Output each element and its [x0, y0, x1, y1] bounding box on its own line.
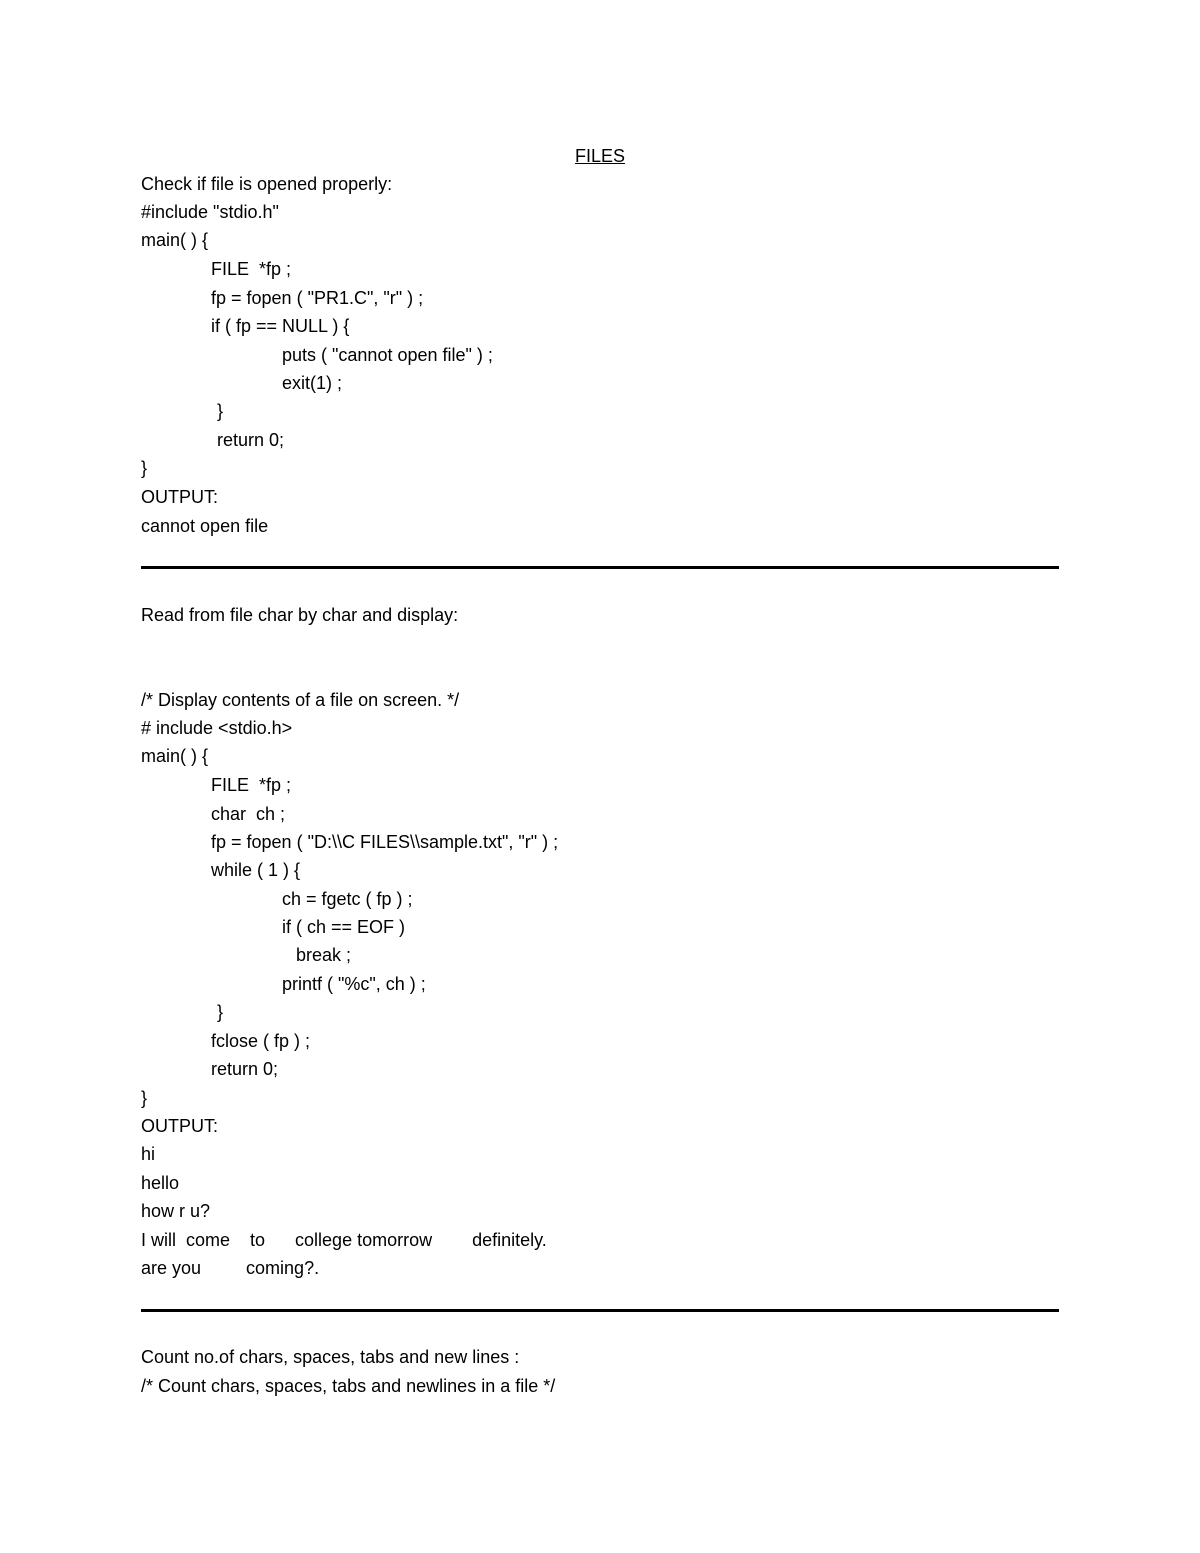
code-line: return 0; [211, 1059, 279, 1079]
code-line: fp = fopen ( "PR1.C", "r" ) ; [211, 288, 424, 308]
code-line: exit(1) ; [282, 373, 343, 393]
output-line: cannot open file [141, 516, 269, 536]
code-line: fp = fopen ( "D:\\C FILES\\sample.txt", "r" ) ; [211, 832, 559, 852]
code-line: FILE *fp ; [211, 775, 292, 795]
code-line: printf ( "%c", ch ) ; [282, 974, 426, 994]
code-line: FILE *fp ; [211, 259, 292, 279]
output-line: hi [141, 1144, 156, 1164]
code-line: ch = fgetc ( fp ) ; [282, 889, 413, 909]
code-line: #include "stdio.h" [141, 202, 279, 222]
code-line: } [217, 401, 224, 421]
code-line: while ( 1 ) { [211, 860, 301, 880]
code-line: if ( ch == EOF ) [282, 917, 406, 937]
section-divider [141, 1309, 1059, 1312]
code-line: # include <stdio.h> [141, 718, 293, 738]
section-divider [141, 566, 1059, 569]
output-label: OUTPUT: [141, 487, 219, 507]
section1-heading: Check if file is opened properly: [141, 174, 393, 194]
output-line: hello [141, 1173, 180, 1193]
code-line: return 0; [217, 430, 285, 450]
output-line: are you coming?. [141, 1258, 320, 1278]
code-line: if ( fp == NULL ) { [211, 316, 350, 336]
code-line: main( ) { [141, 746, 209, 766]
code-line: } [141, 458, 148, 478]
code-line: /* Display contents of a file on screen. */ [141, 690, 460, 710]
code-line: main( ) { [141, 230, 209, 250]
code-line: } [217, 1002, 224, 1022]
code-line: break ; [296, 945, 352, 965]
code-line: puts ( "cannot open file" ) ; [282, 345, 493, 365]
code-line: fclose ( fp ) ; [211, 1031, 311, 1051]
code-line: /* Count chars, spaces, tabs and newlines in a file */ [141, 1376, 556, 1396]
code-line: } [141, 1088, 148, 1108]
section3-heading: Count no.of chars, spaces, tabs and new lines : [141, 1347, 520, 1367]
output-label: OUTPUT: [141, 1116, 219, 1136]
code-line: char ch ; [211, 804, 286, 824]
output-line: I will come to college tomorrow definitely. [141, 1230, 547, 1250]
output-line: how r u? [141, 1201, 211, 1221]
page-title: FILES [574, 146, 626, 166]
section2-heading: Read from file char by char and display: [141, 605, 459, 625]
